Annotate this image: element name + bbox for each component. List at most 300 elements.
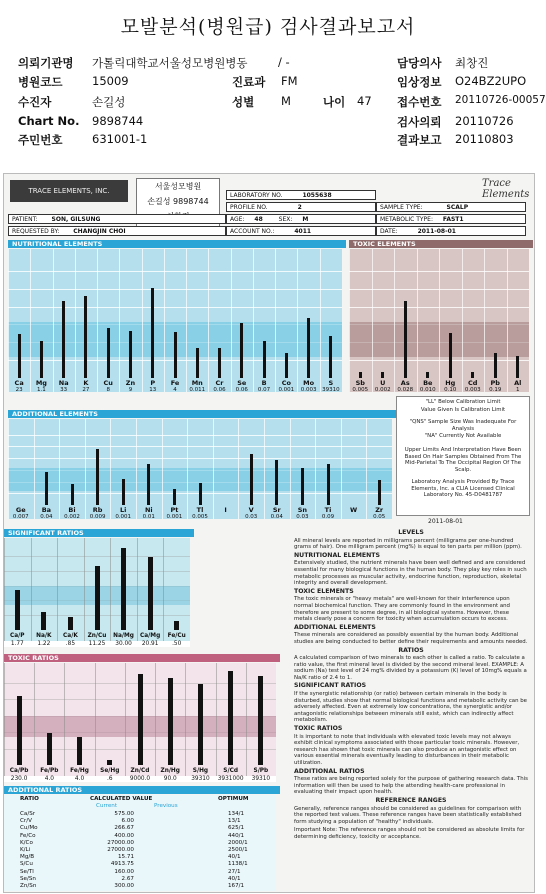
column-divider <box>30 249 31 392</box>
ratio-label: Na/Mg <box>113 633 134 639</box>
bar-sn <box>301 468 304 505</box>
doctor-label: 담당의사 <box>397 56 442 70</box>
bar-s <box>329 336 332 379</box>
element-value: 0.001 <box>278 387 295 393</box>
column-divider <box>142 249 143 392</box>
element-value: 0.05 <box>373 514 386 520</box>
result-value: 20110803 <box>455 132 514 146</box>
ratio-bar-s-hg <box>198 684 203 765</box>
name-value: 손길성 <box>92 95 126 109</box>
element-label: Mn <box>191 379 203 387</box>
ratio-label: Ca/Mg <box>140 633 161 639</box>
ratio-label: S/Pb <box>253 768 269 774</box>
ratio-calc: 27000.00 <box>107 847 134 853</box>
ratio-bar-s-pb <box>258 676 263 765</box>
ratio-label: S/Hg <box>192 768 209 774</box>
element-label: I <box>224 506 227 514</box>
metabolic-label: METABOLIC TYPE: <box>380 216 433 223</box>
hosp-code-value: 15009 <box>92 74 129 88</box>
column-divider <box>57 538 58 646</box>
sample-label: SAMPLE TYPE: <box>380 204 423 211</box>
bar-mn <box>196 348 199 378</box>
element-label: Bi <box>68 506 76 514</box>
legend-box <box>396 396 530 516</box>
column-divider <box>75 249 76 392</box>
signature: Trace Elements <box>482 178 530 200</box>
column-divider <box>264 419 265 519</box>
ratio-label: Zn/Cd <box>130 768 150 774</box>
rrn-label: 주민번호 <box>18 133 63 147</box>
ratio-name: Fe/Co <box>20 832 36 839</box>
element-value: 23 <box>15 387 23 393</box>
element-label: Ge <box>15 506 26 514</box>
ratio-calc: 2.67 <box>121 875 134 882</box>
element-label: Be <box>423 379 433 387</box>
column-divider <box>253 249 254 392</box>
bar-ba <box>45 472 48 505</box>
ratio-value: 30.00 <box>110 641 137 647</box>
column-divider <box>216 663 217 781</box>
ratio-value: 11.25 <box>84 641 111 647</box>
chart-value: 9898744 <box>92 114 144 128</box>
ratio-optimum: 1138/1 <box>228 861 248 868</box>
column-divider <box>208 249 209 392</box>
column-divider <box>462 249 463 392</box>
ratio-bar-zn-cu <box>95 566 100 630</box>
element-value: 0.010 <box>419 387 436 393</box>
element-label: Pt <box>170 506 179 514</box>
rrn-value: 631001-1 <box>92 132 148 146</box>
additional-ratios-title: ADDITIONAL RATIOS <box>4 786 280 794</box>
bar-cd <box>471 372 474 378</box>
sex-label: 성별 <box>232 95 255 109</box>
element-label: Cr <box>215 379 224 387</box>
ratios-heading: RATIOS <box>398 646 424 654</box>
additional-title: ADDITIONAL ELEMENTS <box>8 410 396 418</box>
ratio-bar-fe-cu <box>174 621 179 630</box>
element-value: 0.06 <box>235 387 248 393</box>
element-label: Zr <box>375 506 384 514</box>
element-value: 4 <box>173 387 177 393</box>
ratio-name: Ca/Sr <box>20 811 36 817</box>
element-value: 0.001 <box>166 514 183 520</box>
bar-li <box>122 479 125 505</box>
column-divider <box>110 419 111 519</box>
bar-rb <box>96 449 99 505</box>
legend-line-6: Laboratory Analysis Provided By Trace Elements, Inc. a CLIA Licensed Clinical Laboratory No. 45-D0481787 <box>411 479 515 499</box>
date-box <box>376 226 526 236</box>
ref-text: Generally, reference ranges should be considered as guidelines for comparison with the reported test values. These reference ranges have been statistically established form studying a population of "healthy" individuals. <box>294 805 522 825</box>
element-label: Ca <box>14 379 24 387</box>
element-value: 0.009 <box>89 514 106 520</box>
column-divider <box>31 538 32 646</box>
ratio-label: S/Cd <box>223 768 238 774</box>
ratio-bar-fe-hg <box>77 737 82 765</box>
ratio-label: Ca/K <box>63 633 78 639</box>
column-divider <box>34 663 35 781</box>
patient-box <box>8 214 226 224</box>
grid-line <box>8 307 342 308</box>
column-divider <box>320 249 321 392</box>
legend-line-1: "LL" Below Calibration Limit <box>425 399 501 405</box>
tox-text: It is important to note that individuals with elevated toxic levels may not always exhibit clinical symptoms associated with those particular toxic minerals. However, research has shown that toxic minerals can also produce an antagonistic effect on various essential minerals eventually leading to disturbances in their metabolic utilization. <box>294 733 520 766</box>
bar-pt <box>173 489 176 505</box>
element-value: 0.001 <box>115 514 132 520</box>
element-value: 8 <box>106 387 110 393</box>
ratio-calc: 27000.00 <box>107 839 134 846</box>
bar-co <box>285 353 288 378</box>
element-value: 0.003 <box>464 387 481 393</box>
column-divider <box>119 249 120 392</box>
grid-line <box>8 289 342 290</box>
column-divider <box>238 419 239 519</box>
receipt-label: 접수번호 <box>397 95 442 109</box>
dept-label: 진료과 <box>232 75 266 89</box>
toxic-title: TOXIC ELEMENTS <box>349 240 533 248</box>
ratio-label: Fe/Pb <box>40 768 59 774</box>
column-divider <box>186 249 187 392</box>
bar-sb <box>359 372 362 378</box>
element-label: U <box>380 379 386 387</box>
ratio-value: .50 <box>163 641 190 647</box>
ratio-label: Ca/Pb <box>9 768 29 774</box>
element-value: 33 <box>60 387 68 393</box>
dept-value: FM <box>281 74 298 88</box>
element-label: As <box>400 379 410 387</box>
grid-line <box>4 556 190 557</box>
report-age: 48 <box>254 216 263 223</box>
ratio-name: K/Co <box>20 839 33 846</box>
element-label: Co <box>281 379 291 387</box>
ratio-bar-se-hg <box>107 760 112 765</box>
element-label: Cd <box>468 379 478 387</box>
column-divider <box>231 249 232 392</box>
element-label: Hg <box>445 379 456 387</box>
hosp-code-label: 병원코드 <box>18 75 63 89</box>
column-divider <box>136 419 137 519</box>
column-divider <box>187 419 188 519</box>
column-divider <box>34 419 35 519</box>
legend-date: 2011-08-01 <box>428 518 463 525</box>
significant-ratios-chart <box>4 538 190 646</box>
additional-ratios-table <box>4 795 276 891</box>
element-value: 0.002 <box>374 387 391 393</box>
bar-b <box>263 341 266 379</box>
bar-v <box>250 454 253 505</box>
element-value: 0.04 <box>270 514 283 520</box>
ratio-optimum: 167/1 <box>228 883 245 889</box>
bar-fe <box>174 332 177 378</box>
ratio-optimum: 13/1 <box>228 818 241 825</box>
report-sex: M <box>302 216 309 223</box>
doctor-value: 최창진 <box>455 56 489 70</box>
age-value: 47 <box>357 94 372 108</box>
element-label: Ti <box>324 506 332 514</box>
lab-number-box <box>226 190 376 200</box>
column-divider <box>507 249 508 392</box>
column-divider <box>290 419 291 519</box>
org-separator: / - <box>278 55 290 69</box>
legend-line-3: "QNS" Sample Size Was Inadequate For Analysis <box>409 419 517 432</box>
profile-label: PROFILE NO. <box>230 204 268 211</box>
column-divider <box>53 249 54 392</box>
column-divider <box>372 249 373 392</box>
column-divider <box>394 249 395 392</box>
grid-line <box>8 271 342 272</box>
add-text: These minerals are considered as possibly essential by the human body. Additional studies are being conducted to better define their requirements and amounts needed. <box>294 632 528 645</box>
ratio-label: Na/K <box>36 633 52 639</box>
element-label: Tl <box>196 506 204 514</box>
bar-u <box>381 372 384 378</box>
bar-ti <box>327 464 330 505</box>
ratio-optimum: 40/1 <box>228 854 241 861</box>
column-divider <box>246 663 247 781</box>
head-optimum: OPTIMUM <box>218 796 249 802</box>
toxic-ratios-title: TOXIC RATIOS <box>4 654 280 662</box>
request-label: 검사의뢰 <box>397 115 442 129</box>
head-previous: Previous <box>154 803 178 809</box>
bar-al <box>516 356 519 379</box>
element-label: Mg <box>35 379 47 387</box>
requested-label: REQUESTED BY: <box>12 228 60 235</box>
ref-note: Important Note: The reference ranges should not be considered as absolute limits for determining deficiency, toxicity or acceptance. <box>294 827 525 840</box>
ratio-bar-ca-mg <box>148 557 153 630</box>
ratio-optimum: 40/1 <box>228 875 241 882</box>
element-value: 0.04 <box>40 514 53 520</box>
element-label: P <box>150 379 156 387</box>
nutr-text: Extensively studied, the nutrient minerals have been well defined and are considered essential for many biological functions in the human body. They play key roles in such metabolic processes as muscular activity, endocrine function, reproduction, skeletal integrity and overall development. <box>294 560 527 587</box>
report-date: 2011-08-01 <box>417 228 456 235</box>
ratio-label: Ca/P <box>10 633 25 639</box>
ratio-value: .85 <box>57 641 84 647</box>
age-sex-box <box>226 214 376 224</box>
bar-hg <box>449 333 452 378</box>
add-heading: ADDITIONAL ELEMENTS <box>294 623 376 631</box>
ratio-bar-na-k <box>41 612 46 630</box>
ratio-name: Mg/B <box>20 854 35 861</box>
column-divider <box>84 538 85 646</box>
bar-sr <box>275 460 278 505</box>
ratio-value: 3931000 <box>216 776 246 782</box>
ref-heading: REFERENCE RANGES <box>375 796 447 804</box>
requested-box <box>8 226 226 236</box>
ratio-value: 1.22 <box>31 641 58 647</box>
grid-line <box>8 446 392 447</box>
age-label: 나이 <box>323 95 346 109</box>
explanations <box>294 528 528 841</box>
element-label: Ni <box>144 506 153 514</box>
account-no: 4011 <box>294 228 312 235</box>
element-value: 0.002 <box>64 514 80 520</box>
element-value: 1.1 <box>37 387 46 393</box>
head-calc: CALCULATED VALUE <box>90 796 153 802</box>
column-divider <box>297 249 298 392</box>
ratio-calc: 300.00 <box>114 883 134 889</box>
ratio-value: 1.77 <box>4 641 31 647</box>
patient-label: PATIENT: <box>12 216 38 223</box>
element-value: 0.03 <box>245 514 258 520</box>
bar-cr <box>218 348 221 378</box>
ratio-calc: 6.00 <box>121 818 134 825</box>
chart-label: Chart No. <box>18 114 80 128</box>
nutritional-chart <box>8 249 342 392</box>
additional-chart <box>8 419 392 519</box>
lab-number: 1055638 <box>302 192 332 199</box>
element-value: 0.01 <box>142 514 155 520</box>
element-label: Ba <box>41 506 52 514</box>
bar-cu <box>107 328 110 378</box>
element-value: 0.003 <box>300 387 317 393</box>
ratio-bar-ca-k <box>68 617 73 630</box>
ratio-label: Se/Hg <box>100 768 120 774</box>
nutr-heading: NUTRITIONAL ELEMENTS <box>294 551 380 559</box>
ratio-optimum: 134/1 <box>228 811 245 817</box>
column-divider <box>95 663 96 781</box>
report-sex-label: SEX: <box>278 216 293 223</box>
page-title: 모발분석(병원급) 검사결과보고서 <box>120 16 416 38</box>
ratio-calc: 4913.75 <box>110 861 134 868</box>
ratio-optimum: 2500/1 <box>228 847 248 853</box>
column-divider <box>275 249 276 392</box>
ratio-bar-fe-pb <box>47 733 52 765</box>
column-divider <box>162 419 163 519</box>
bar-se <box>240 323 243 378</box>
ratio-bar-na-mg <box>121 548 126 630</box>
clinical-label: 임상정보 <box>397 75 442 89</box>
ratio-bar-zn-hg <box>168 678 173 765</box>
element-value: 0.19 <box>489 387 502 393</box>
request-value: 20110726 <box>455 114 514 128</box>
sig-heading: SIGNIFICANT RATIOS <box>294 682 367 690</box>
ratio-calc: 15.71 <box>117 854 134 861</box>
bar-mg <box>40 341 43 379</box>
column-divider <box>64 663 65 781</box>
bar-as <box>404 301 407 379</box>
element-label: Mo <box>303 379 315 387</box>
ratio-bar-zn-cd <box>138 674 143 765</box>
nutritional-title: NUTRITIONAL ELEMENTS <box>8 240 346 248</box>
ratio-value: 230.0 <box>4 776 34 782</box>
element-label: Rb <box>92 506 103 514</box>
element-value: 0.028 <box>397 387 414 393</box>
ratio-calc: 400.00 <box>114 832 134 839</box>
ratio-bar-s-cd <box>228 671 233 765</box>
column-divider <box>125 663 126 781</box>
sample-box <box>376 202 526 212</box>
element-value: 9 <box>128 387 133 393</box>
toxic-text: The toxic minerals or "heavy metals" are well-known for their interference upon normal biochemical function. They are commonly found in the environment and therefore are present to some degree, in all biological systems. However, these metals clearly pose a concern for toxicity when accumulation occurs to excess. <box>294 596 510 623</box>
element-value: 0.06 <box>213 387 226 393</box>
bar-ni <box>147 464 150 505</box>
element-label: Al <box>514 379 522 387</box>
result-label: 결과보고 <box>397 133 442 147</box>
column-divider <box>349 249 350 392</box>
stamp-line-1: 서울성모병원 <box>154 182 202 191</box>
ratio-optimum: 2000/1 <box>228 839 248 846</box>
ratio-name: Cu/Mo <box>20 825 38 832</box>
ratio-value: 39310 <box>246 776 276 782</box>
tox-heading: TOXIC RATIOS <box>294 725 343 733</box>
column-divider <box>213 419 214 519</box>
element-label: Sr <box>272 506 281 514</box>
legend-line-5: Upper Limits And Interpretation Have Been Based On Hair Samples Obtained From The Mid-Parietal To The Occipital Region Of The Scalp. <box>404 447 522 473</box>
bar-bi <box>71 484 74 505</box>
grid-line <box>8 458 392 459</box>
legend-line-2: Value Given Is Calibration Limit <box>420 407 506 413</box>
bar-be <box>426 372 429 378</box>
trace-elements-logo: TRACE ELEMENTS, INC. <box>10 180 128 202</box>
bar-mo <box>307 318 310 378</box>
ratio-value: .6 <box>95 776 125 782</box>
element-label: B <box>261 379 267 387</box>
addr-text: These ratios are being reported solely for the purpose of gathering research data. This information will then be used to help the attending health-care professional in evaluating their impact upon health. <box>294 776 528 796</box>
ratio-value: 90.0 <box>155 776 185 782</box>
ratio-value: 4.0 <box>64 776 94 782</box>
column-divider <box>341 419 342 519</box>
element-label: S <box>328 379 334 387</box>
date-label: DATE: <box>380 228 398 235</box>
head-ratio: RATIO <box>20 796 39 802</box>
bar-ca <box>18 334 21 378</box>
element-label: Cu <box>103 379 113 387</box>
element-label: W <box>350 506 358 514</box>
ratio-name: S/Cu <box>20 861 33 868</box>
column-divider <box>97 249 98 392</box>
ratio-label: Zn/Hg <box>160 768 180 774</box>
column-divider <box>4 663 5 781</box>
column-divider <box>8 419 9 519</box>
element-value: 13 <box>149 387 157 393</box>
ratio-calc: 266.67 <box>114 825 134 832</box>
element-value: 1 <box>516 387 520 393</box>
sig-text: If the synergistic relationship (or ratio) between certain minerals in the body is disturbed, studies show that normal biological functions and metabolic activity can be adversely affected. Even at extremely low concentrations, the synergistic and/or antagonistic relationships between minerals still exist, which can indirectly affect metabolism. <box>294 691 527 724</box>
column-divider <box>8 249 9 392</box>
element-label: K <box>83 379 89 387</box>
ratio-value: 20.91 <box>137 641 164 647</box>
column-divider <box>417 249 418 392</box>
receipt-value: 20110726-00057 <box>455 94 546 106</box>
lab-number-label: LABORATORY NO. <box>230 192 283 199</box>
element-label: Fe <box>170 379 180 387</box>
org-label: 의뢰기관명 <box>18 56 74 70</box>
element-value: 27 <box>82 387 90 393</box>
ratio-bar-ca-p <box>15 590 20 630</box>
grid-line <box>8 435 392 436</box>
significant-ratios-title: SIGNIFICANT RATIOS <box>4 529 194 537</box>
bar-zn <box>129 331 132 379</box>
element-value: 0.007 <box>12 514 29 520</box>
levels-heading: LEVELS <box>398 529 424 536</box>
column-divider <box>4 538 5 646</box>
clinical-value: O24BZ2UPO <box>455 74 527 88</box>
element-label: Li <box>120 506 127 514</box>
column-divider <box>59 419 60 519</box>
bar-k <box>84 296 87 379</box>
element-label: Na <box>58 379 69 387</box>
element-value: 0.005 <box>192 514 208 520</box>
ratio-calc: 160.00 <box>114 868 134 875</box>
element-label: Sn <box>297 506 308 514</box>
bar-zr <box>378 480 381 505</box>
metabolic-type: FAST1 <box>442 216 464 223</box>
report-age-label: AGE: <box>230 216 245 223</box>
ratio-label: Fe/Cu <box>167 633 186 639</box>
column-divider <box>439 249 440 392</box>
org-value: 가톨릭대학교서울성모병원병동 <box>92 56 248 70</box>
ratio-value: 4.0 <box>34 776 64 782</box>
element-label: Sb <box>355 379 365 387</box>
profile-box <box>226 202 376 212</box>
